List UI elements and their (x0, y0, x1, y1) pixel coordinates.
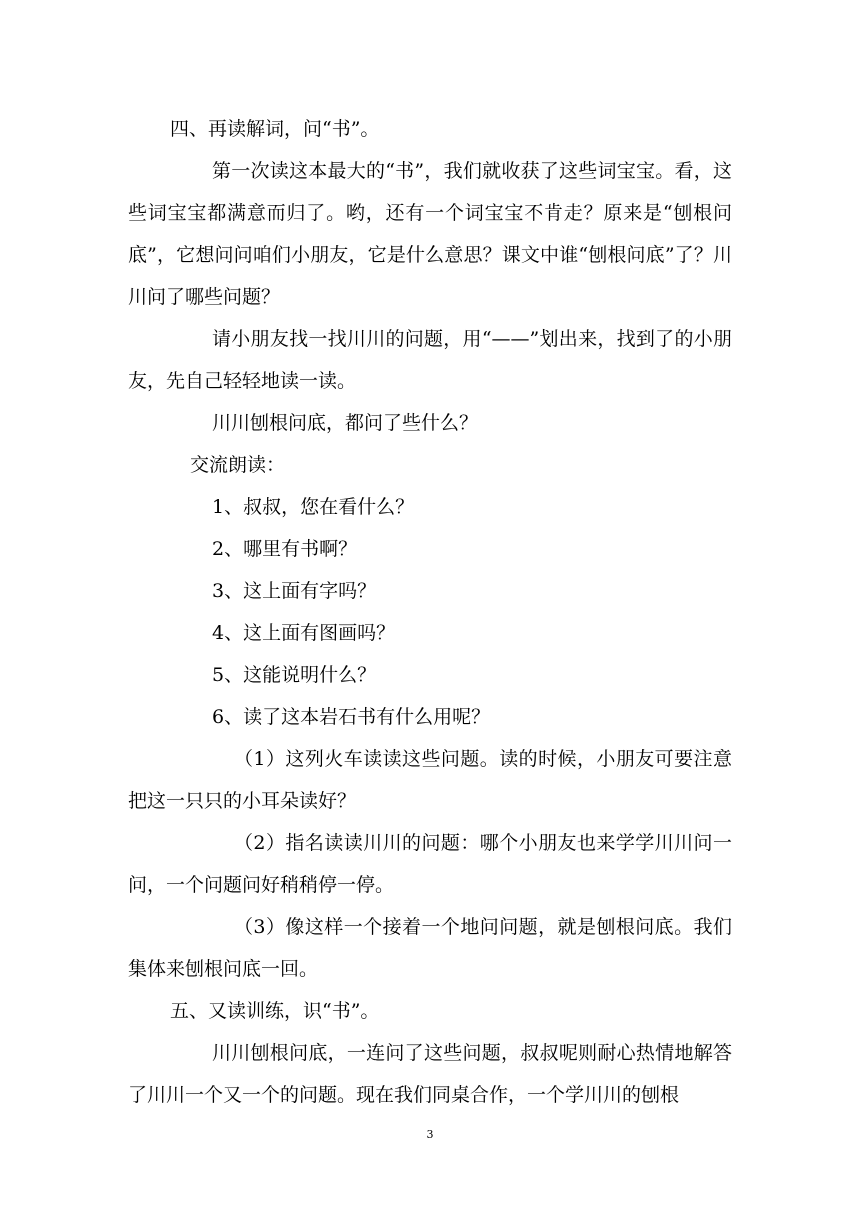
question-item-6: 6、读了这本岩石书有什么用呢？ (212, 706, 491, 728)
activity-item-3: （3）像这样一个接着一个地问问题，就是刨根问底。我们集体来刨根问底一回。 (128, 916, 732, 980)
activity-item-2: （2）指名读读川川的问题：哪个小朋友也来学学川川问一问，一个问题问好稍稍停一停。 (128, 832, 732, 896)
page-number: 3 (426, 1128, 434, 1141)
section-heading-4: 四、再读解词，问“书”。 (170, 118, 380, 140)
activity-item-1: （1）这列火车读读这些问题。读的时候，小朋友可要注意把这一只只的小耳朵读好？ (128, 748, 732, 812)
question-item-1: 1、叔叔，您在看什么？ (212, 496, 415, 518)
question-item-3: 3、这上面有字吗？ (212, 580, 377, 602)
question-item-4: 4、这上面有图画吗？ (212, 622, 396, 644)
paragraph-chuanchuan-questions: 川川刨根问底，都问了些什么？ (212, 412, 479, 434)
section-heading-5: 五、又读训练，识“书”。 (170, 1000, 380, 1022)
paragraph-pair-practice: 川川刨根问底，一连问了这些问题，叔叔呢则耐心热情地解答了川川一个又一个的问题。现在我们同桌合作，一个学川川的刨根 (128, 1042, 732, 1106)
question-item-2: 2、哪里有书啊？ (212, 538, 358, 560)
paragraph-exchange-reading: 交流朗读： (190, 454, 286, 476)
paragraph-find-questions: 请小朋友找一找川川的问题，用“——”划出来，找到了的小朋友，先自己轻轻地读一读。 (128, 328, 732, 392)
paragraph-first-reading: 第一次读这本最大的“书”，我们就收获了这些词宝宝。看，这些词宝宝都满意而归了。哟，还有一个词宝宝不肯走？原来是“刨根问底”，它想问问咱们小朋友，它是什么意思？课文中谁“刨根问底”了？川川问了哪些问题？ (128, 160, 732, 308)
question-item-5: 5、这能说明什么？ (212, 664, 377, 686)
